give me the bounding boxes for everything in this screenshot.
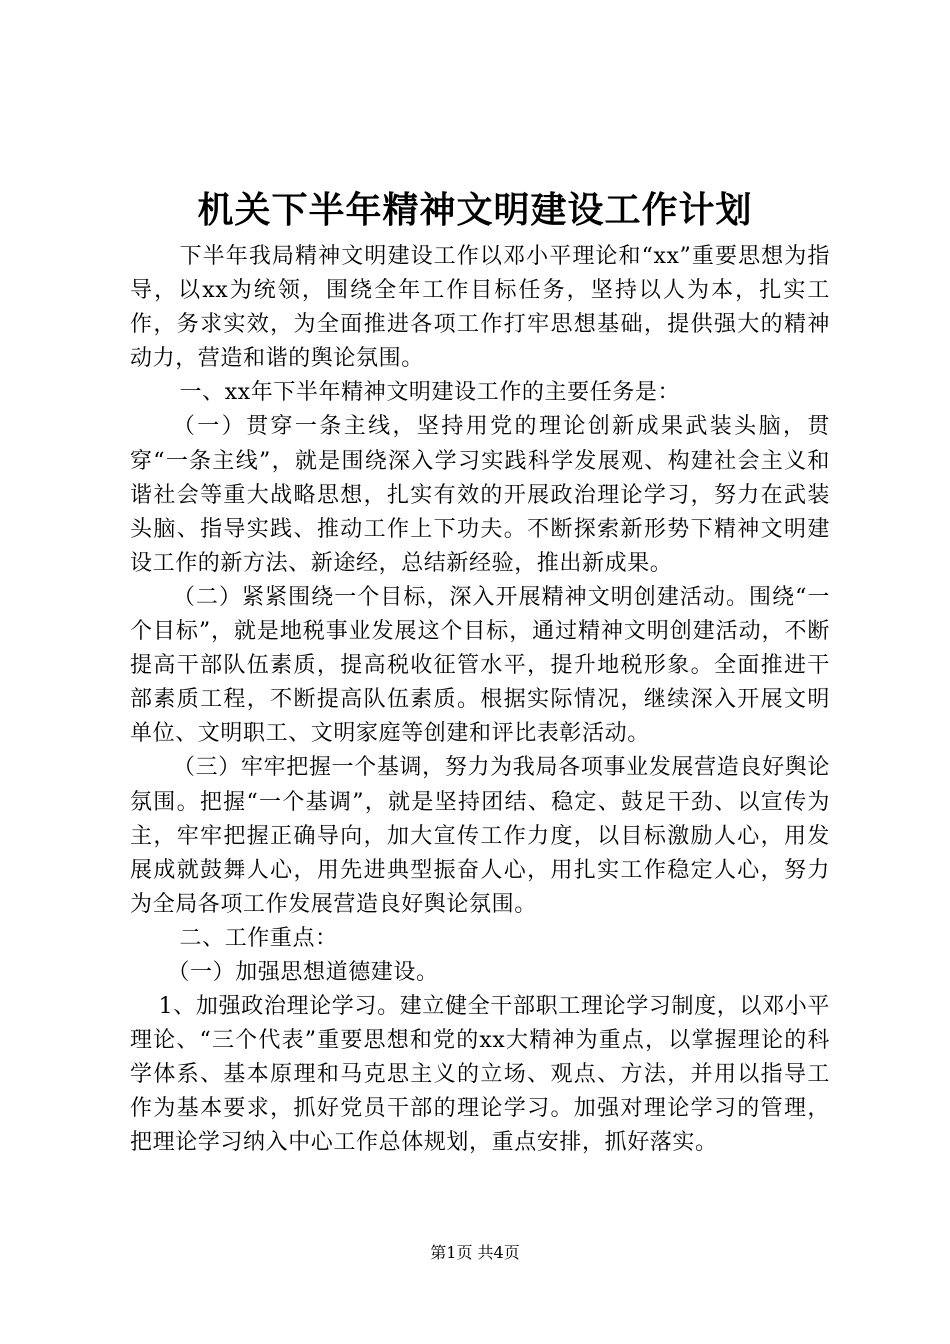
task-paragraph-2: （二）紧紧围绕一个目标，深入开展精神文明创建活动。围绕“一个目标”，就是地税事业发展这个目标，通过精神文明创建活动，不断提高干部队伍素质，提高税收征管水平，提升地税形象。全面推进干部素质工程，不断提高队伍素质。根据实际情况，继续深入开展文明单位、文明职工、文明家庭等创建和评比表彰活动。 [130, 584, 830, 747]
task-paragraph-3: （三）牢牢把握一个基调，努力为我局各项事业发展营造良好舆论氛围。把握“一个基调”，就是坚持团结、稳定、鼓足干劲、以宣传为主，牢牢把握正确导向，加大宣传工作力度，以目标激励人心，用发展成就鼓舞人心，用先进典型振奋人心，用扎实工作稳定人心，努力为全局各项工作发展营造良好舆论氛围。 [130, 755, 830, 917]
section-heading-main-tasks: 一、xx年下半年精神文明建设工作的主要任务是： [179, 380, 681, 406]
point-paragraph-1: 1、加强政治理论学习。建立健全干部职工理论学习制度，以邓小平理论、“三个代表”重要思想和党的xx大精神为重点，以掌握理论的科学体系、基本原理和马克思主义的立场、观点、方法，并用以指导工作为基本要求，抓好党员干部的理论学习。加强对理论学习的管理，把理论学习纳入中心工作总体规划，重点安排，抓好落实。 [130, 994, 830, 1156]
subsection-heading-moral: （一）加强思想道德建设。 [167, 959, 439, 985]
section-heading-key-work: 二、工作重点： [179, 925, 338, 951]
intro-paragraph: 下半年我局精神文明建设工作以邓小平理论和“xx”重要思想为指导，以xx为统领，围绕全年工作目标任务，坚持以人为本，扎实工作，务求实效，为全面推进各项工作打牢思想基础，提供强大的精神动力，营造和谐的舆论氛围。 [130, 244, 830, 372]
document-body [130, 240, 830, 1161]
task-paragraph-1: （一）贯穿一条主线，坚持用党的理论创新成果武装头脑，贯穿“一条主线”，就是围绕深入学习实践科学发展观、构建社会主义和谐社会等重大战略思想，扎实有效的开展政治理论学习，努力在武装头脑、指导实践、推动工作上下功夫。不断探索新形势下精神文明建设工作的新方法、新途经，总结新经验，推出新成果。 [130, 414, 830, 576]
document-title: 机关下半年精神文明建设工作计划 [197, 189, 753, 231]
page-footer: 第1页 共4页 [430, 1243, 520, 1262]
